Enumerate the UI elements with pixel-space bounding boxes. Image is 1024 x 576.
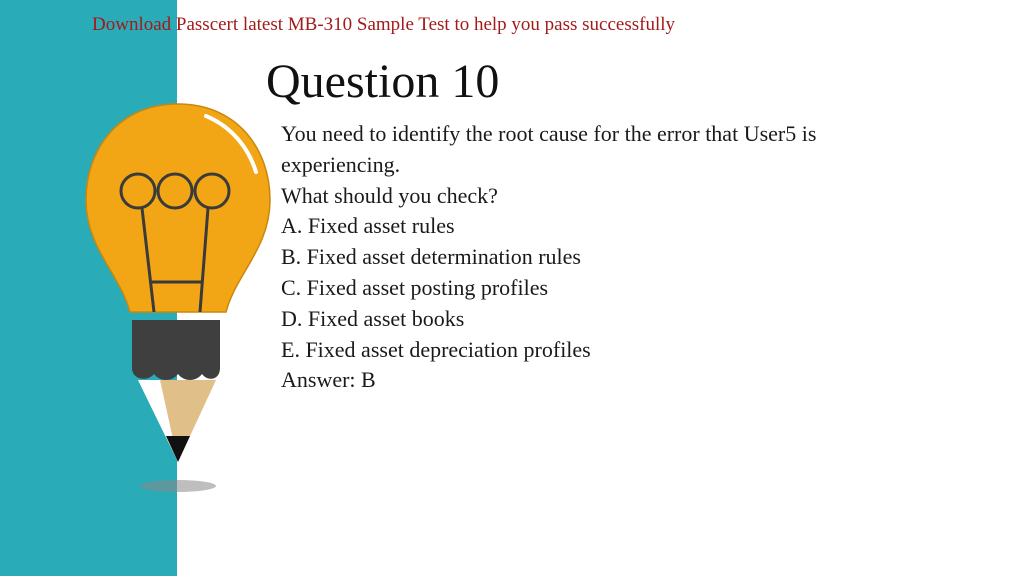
option-c: C. Fixed asset posting profiles xyxy=(281,274,549,300)
option-a: A. Fixed asset rules xyxy=(281,213,455,239)
question-ask: What should you check? xyxy=(281,182,498,208)
question-prompt-line-1: You need to identify the root cause for the error that User5 is xyxy=(281,121,817,146)
answer-text: Answer: B xyxy=(281,367,376,393)
question-title: Question 10 xyxy=(266,55,500,108)
lightbulb-pencil-icon xyxy=(60,98,300,518)
download-banner: Download Passcert latest MB-310 Sample Test to help you pass successfully xyxy=(92,14,676,35)
option-b: B. Fixed asset determination rules xyxy=(281,244,581,270)
option-d: D. Fixed asset books xyxy=(281,305,465,331)
option-e: E. Fixed asset depreciation profiles xyxy=(281,336,591,362)
question-body xyxy=(281,119,981,396)
question-prompt-line-2: experiencing. xyxy=(281,151,401,177)
